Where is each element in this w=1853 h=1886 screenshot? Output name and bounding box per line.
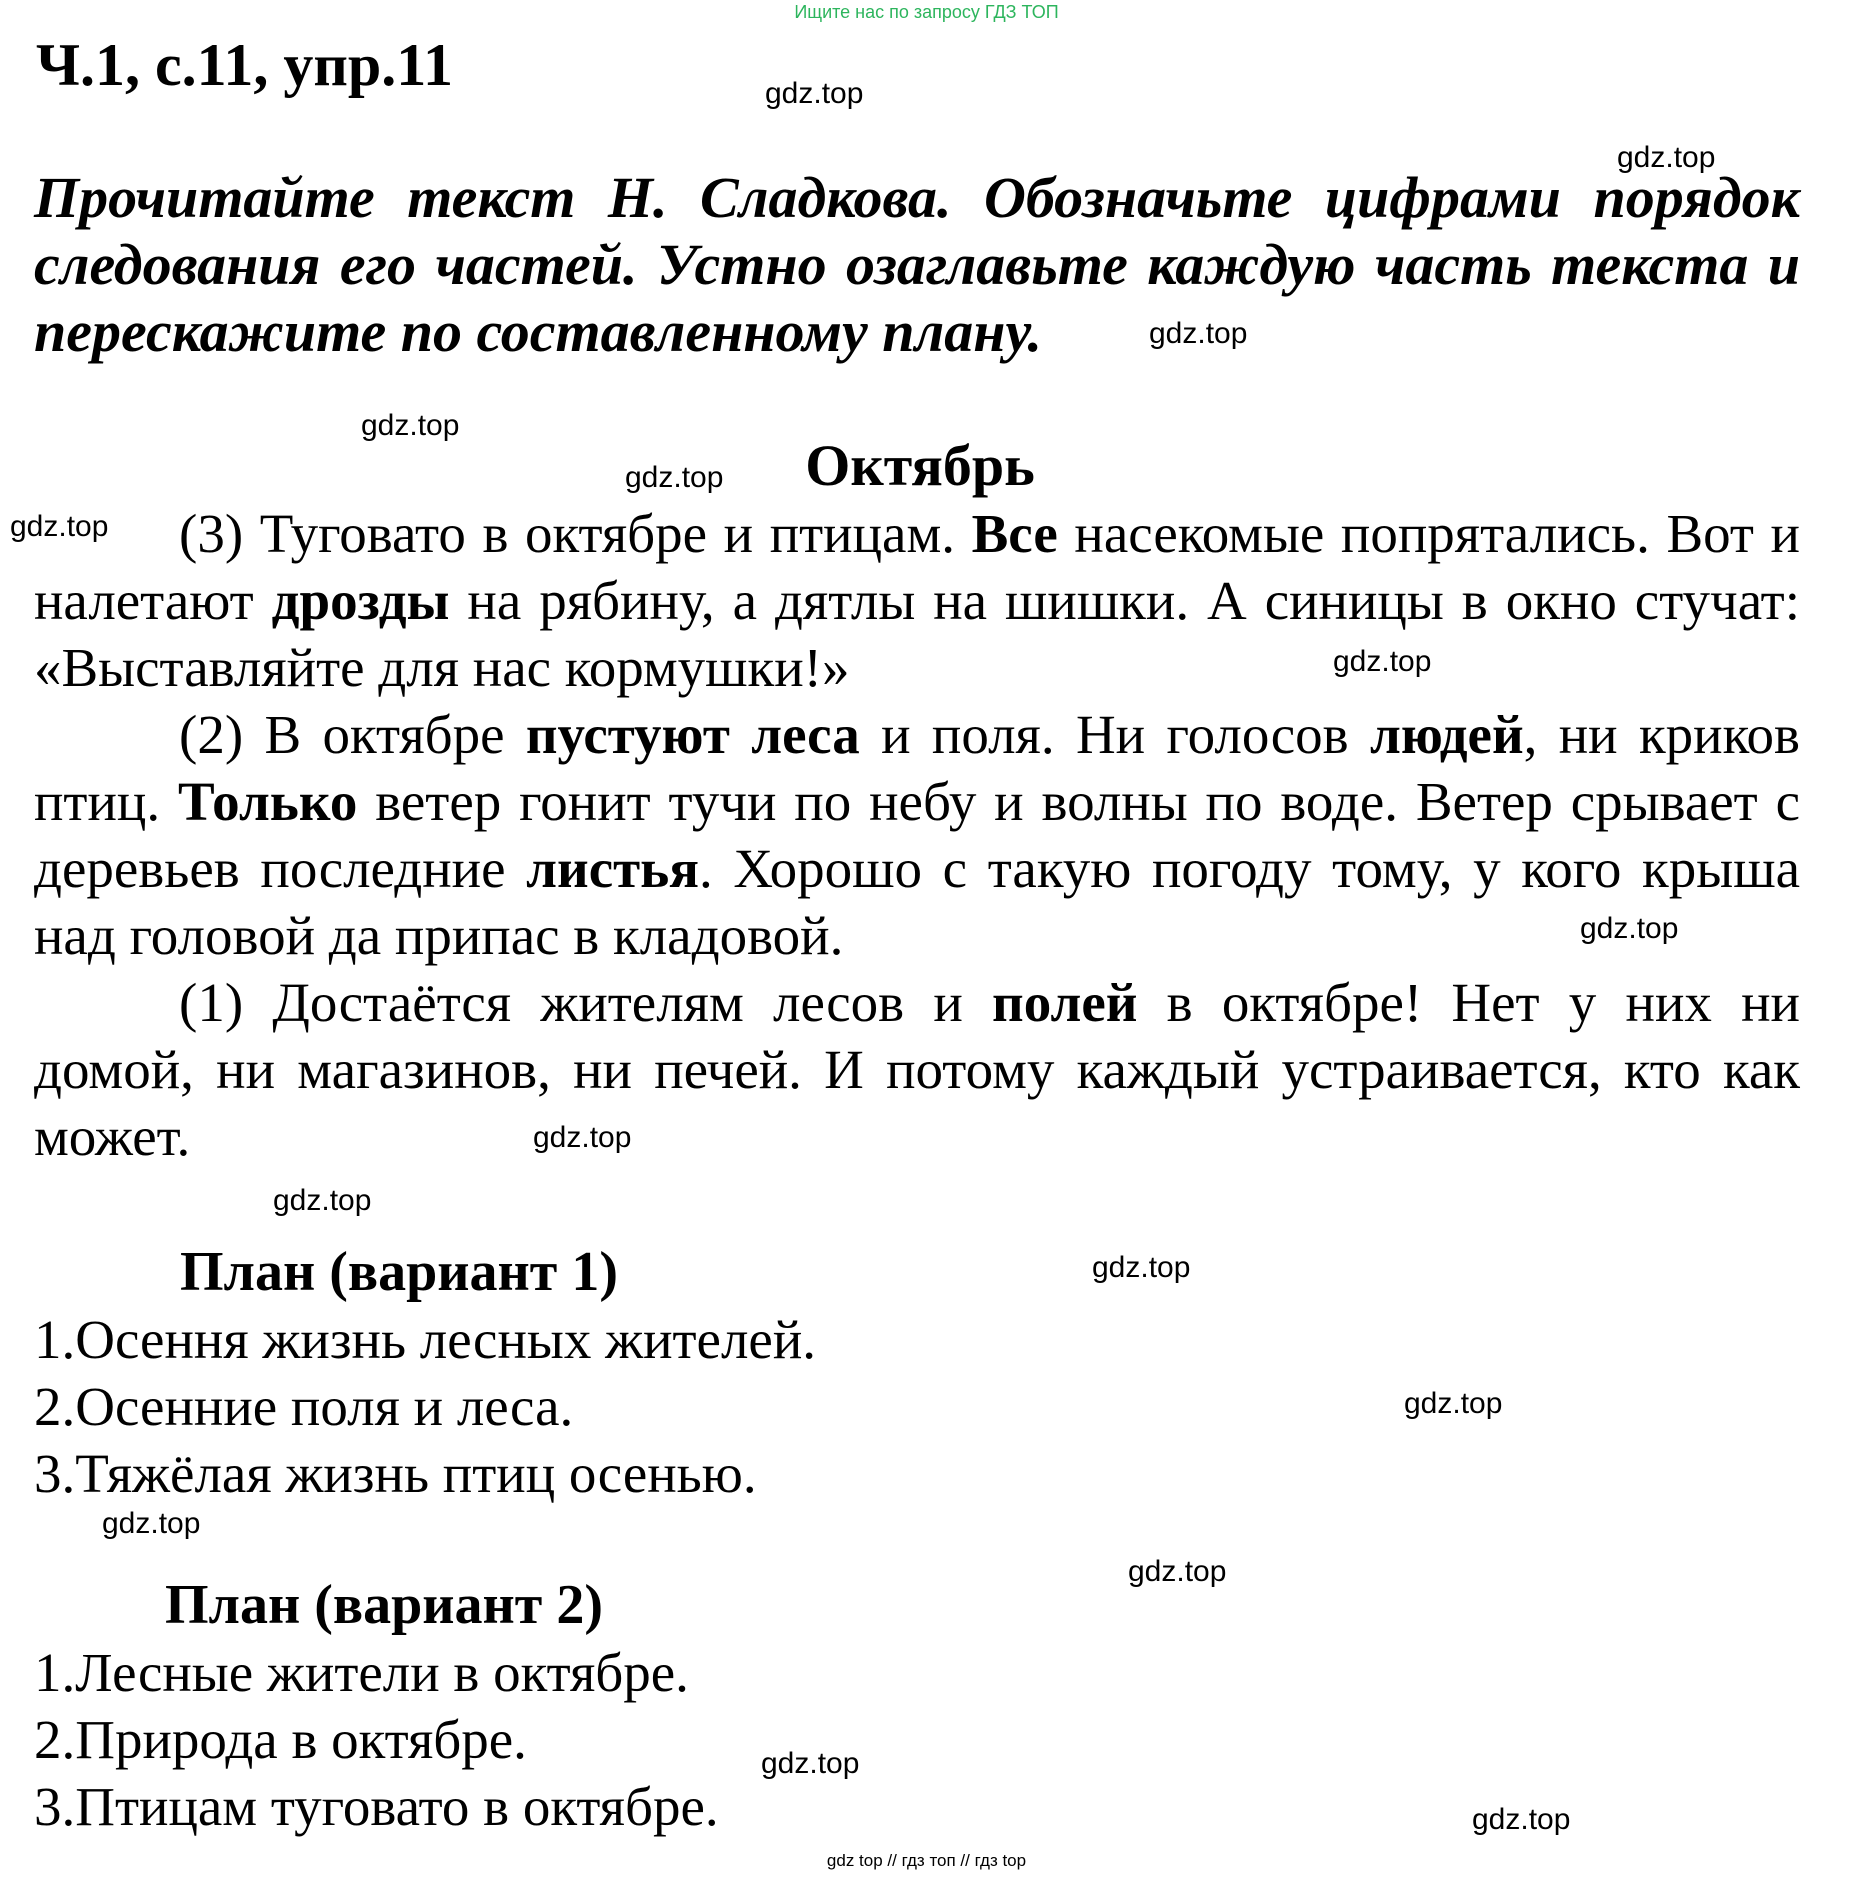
watermark: gdz.top bbox=[102, 1507, 201, 1540]
watermark: gdz.top bbox=[1472, 1803, 1571, 1836]
bold-word: листья bbox=[526, 838, 699, 899]
watermark: gdz.top bbox=[1580, 912, 1679, 945]
story-paragraph-1 bbox=[34, 500, 1800, 701]
bold-word: Только bbox=[177, 771, 358, 832]
watermark: gdz.top bbox=[765, 77, 864, 110]
story-paragraph-2 bbox=[34, 701, 1800, 969]
text-run: на рябину, а дятлы на шишки. А синицы в окно стучат: «Выставляйте для нас кормушки!» bbox=[34, 570, 1800, 698]
plan-2-title: План (вариант 2) bbox=[165, 1574, 603, 1636]
plan-1-item: 2.Осенние поля и леса. bbox=[34, 1376, 574, 1437]
watermark: gdz.top bbox=[533, 1121, 632, 1154]
bold-word: дрозды bbox=[271, 570, 450, 631]
watermark: gdz.top bbox=[273, 1184, 372, 1217]
page-title: Ч.1, с.11, упр.11 bbox=[36, 32, 453, 98]
watermark: gdz.top bbox=[1128, 1555, 1227, 1588]
bold-word: Все bbox=[971, 503, 1058, 564]
top-banner: Ищите нас по запросу ГДЗ ТОП bbox=[794, 2, 1059, 22]
story-heading: Октябрь bbox=[805, 433, 1035, 498]
watermark: gdz.top bbox=[1333, 645, 1432, 678]
watermark: gdz.top bbox=[361, 409, 460, 442]
watermark: gdz.top bbox=[625, 461, 724, 494]
plan-2-item: 2.Природа в октябре. bbox=[34, 1709, 527, 1770]
watermark: gdz.top bbox=[10, 510, 109, 543]
plan-2-item: 1.Лесные жители в октябре. bbox=[34, 1642, 689, 1703]
text-run: ветер гонит тучи по небу и волны по воде. Ветер срывает с деревьев последние bbox=[34, 771, 1800, 899]
bold-word: пустуют леса bbox=[525, 704, 860, 765]
plan-1-item: 3.Тяжёлая жизнь птиц осенью. bbox=[34, 1443, 757, 1504]
bottom-banner: gdz top // гдз топ // гдз top bbox=[826, 1851, 1027, 1870]
text-run: насекомые попрятались. Вот и налетают bbox=[34, 503, 1800, 631]
plan-1-title: План (вариант 1) bbox=[180, 1241, 618, 1303]
text-run: (3) Туговато в октябре и птицам. bbox=[179, 503, 972, 564]
plan-1-item: 1.Осення жизнь лесных жителей. bbox=[34, 1309, 817, 1370]
watermark: gdz.top bbox=[761, 1747, 860, 1780]
text-run: (2) В октябре bbox=[179, 704, 526, 765]
text-run: . Хорошо с такую погоду тому, у кого крыша над головой да припас в кладовой. bbox=[34, 838, 1800, 966]
watermark: gdz.top bbox=[1404, 1387, 1503, 1420]
watermark: gdz.top bbox=[1617, 141, 1716, 174]
task-instruction: Прочитайте текст Н. Сладкова. Обозначьте цифрами порядок следования его частей. Устно озаглавьте каждую часть текста и перескажите по составленному плану. bbox=[34, 165, 1800, 364]
plan-2-item: 3.Птицам туговато в октябре. bbox=[34, 1776, 719, 1837]
text-run: (1) Достаётся жителям лесов и bbox=[179, 972, 992, 1033]
text-run: , ни криков птиц. bbox=[34, 704, 1801, 832]
watermark: gdz.top bbox=[1149, 317, 1248, 350]
bold-word: людей bbox=[1369, 704, 1524, 765]
story-paragraph-3 bbox=[34, 969, 1800, 1170]
text-run: в октябре! Нет у них ни домой, ни магазинов, ни печей. И потому каждый устраивается, кто как может. bbox=[34, 972, 1800, 1167]
bold-word: полей bbox=[992, 972, 1138, 1033]
text-run: и поля. Ни голосов bbox=[859, 704, 1370, 765]
watermark: gdz.top bbox=[1092, 1251, 1191, 1284]
